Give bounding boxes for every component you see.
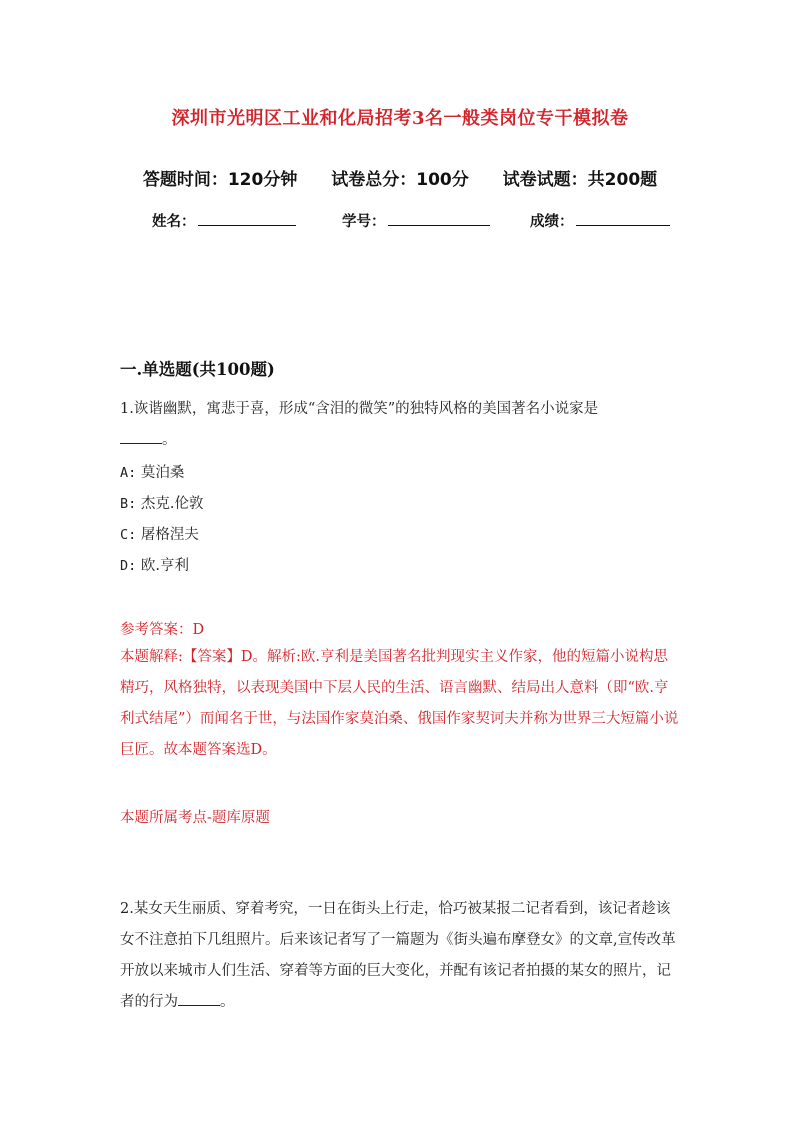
option-key: D:: [120, 558, 137, 574]
score-blank-line: [576, 211, 670, 226]
option-c: [120, 523, 199, 544]
option-d: [120, 554, 189, 575]
question-1-stem: [120, 394, 680, 456]
exam-total-score: 试卷总分：100分: [331, 170, 469, 190]
option-key: B:: [120, 496, 137, 512]
answer-explanation: 本题解释:【答案】D。解析:欧.亨利是美国著名批判现实主义作家，他的短篇小说构思精巧，风格独特，以表现美国中下层人民的生活、语言幽默、结局出人意料（即“欧.亨利式结尾”）而闻名于世，与法国作家莫泊桑、俄国作家契诃夫并称为世界三大短篇小说巨匠。故本题答案选D。: [120, 649, 679, 758]
student-id-field: [342, 210, 490, 231]
option-text: 莫泊桑: [140, 465, 185, 481]
score-field: [530, 210, 670, 231]
answer-blank: [178, 993, 220, 1006]
question-1-text: 1.诙谐幽默，寓悲于喜，形成“含泪的微笑”的独特风格的美国著名小说家是: [120, 401, 599, 417]
question-2-end: 。: [220, 994, 235, 1010]
question-2-stem: [120, 894, 680, 1018]
exam-question-count: 试卷试题：共200题: [502, 170, 658, 190]
option-key: C:: [120, 527, 137, 543]
exam-meta: [0, 165, 800, 190]
name-field: [152, 210, 296, 231]
option-text: 屠格涅夫: [140, 527, 199, 543]
option-b: [120, 492, 203, 513]
name-label: 姓名：: [152, 214, 196, 230]
answer-blank: [120, 431, 162, 444]
exam-title: 深圳市光明区工业和化局招考3名一般类岗位专干模拟卷: [171, 108, 629, 129]
score-label: 成绩：: [530, 214, 574, 230]
option-text: 欧.亨利: [140, 558, 189, 574]
question-1-end: 。: [162, 432, 177, 448]
exam-time: 答题时间：120分钟: [142, 170, 298, 190]
question-source: 本题所属考点-题库原题: [120, 810, 270, 826]
student-id-blank-line: [388, 211, 490, 226]
option-text: 杰克.伦敦: [140, 496, 204, 512]
name-blank-line: [198, 211, 296, 226]
reference-answer: 参考答案：D: [120, 622, 205, 638]
option-key: A:: [120, 465, 137, 481]
question-2-text: 2.某女天生丽质、穿着考究，一日在街头上行走，恰巧被某报二记者看到，该记者趁该女不注意拍下几组照片。后来该记者写了一篇题为《街头遍布摩登女》的文章,宣传改革开放以来城市人们生活、穿着等方面的巨大变化，并配有该记者拍摄的某女的照片，记者的行为: [120, 901, 676, 1010]
student-id-label: 学号：: [342, 214, 386, 230]
option-a: [120, 461, 184, 482]
section-title: 一.单选题(共100题): [120, 360, 275, 379]
